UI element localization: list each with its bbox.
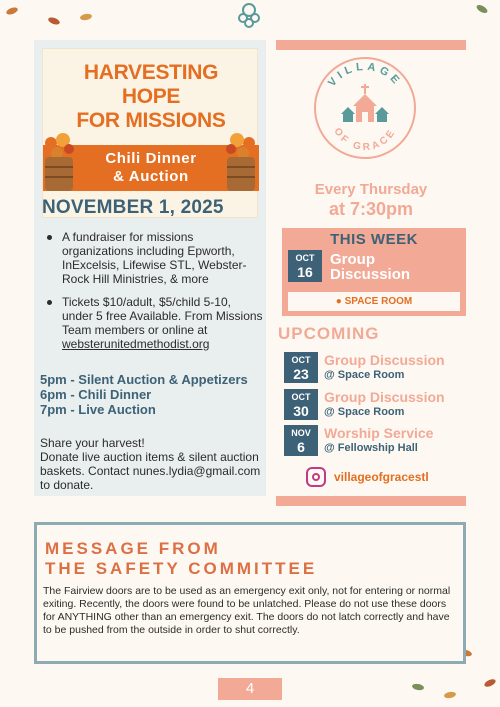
- this-week-event: [330, 252, 410, 282]
- svg-text:OF GRACE: [331, 126, 398, 153]
- title-line: FOR MISSIONS: [76, 109, 226, 132]
- date-month: OCT: [291, 355, 311, 365]
- fundraiser-title: [43, 61, 259, 133]
- detail-item: A fundraiser for missions organizations including Epworth, InExcelsis, Lifewise STL, Webster-Rock Hill Ministries, & more: [42, 230, 264, 286]
- leaf-icon: [412, 683, 425, 691]
- divider-bar: [276, 496, 466, 506]
- village-of-grace-logo: [313, 56, 417, 160]
- leaf-icon: [444, 691, 457, 699]
- safety-message: [34, 522, 466, 664]
- title-line: HOPE: [121, 85, 181, 108]
- title-line: MESSAGE FROM: [45, 539, 221, 558]
- instagram-handle[interactable]: [306, 467, 429, 487]
- event-name: Group Discussion: [324, 352, 445, 368]
- title-line: HARVESTING: [83, 61, 219, 84]
- instagram-text: villageofgracestl: [334, 470, 429, 484]
- subtitle-line: & Auction: [113, 168, 189, 185]
- date-day: 16: [297, 264, 313, 280]
- subtitle-line: Chili Dinner: [105, 150, 197, 167]
- share-text: Donate live auction items & silent auction baskets. Contact nunes.lydia@gmail.com to donate.: [40, 450, 261, 492]
- event-location: @ Space Room: [324, 369, 405, 381]
- date-month: NOV: [291, 428, 311, 438]
- event-schedule: [40, 372, 248, 417]
- date-month: OCT: [295, 253, 315, 263]
- upcoming-event: [284, 352, 474, 384]
- divider-bar: [276, 40, 466, 50]
- share-heading: Share your harvest!: [40, 436, 145, 450]
- date-day: 23: [293, 366, 309, 382]
- event-location: @ Space Room: [324, 406, 405, 418]
- meeting-day: Every Thursday: [314, 181, 428, 198]
- title-line: THE SAFETY COMMITTEE: [45, 559, 318, 578]
- schedule-item: 6pm - Chili Dinner: [40, 387, 152, 402]
- chapel-icon: [341, 84, 389, 122]
- message-title: [45, 539, 317, 579]
- date-badge: [284, 425, 318, 456]
- detail-item: [42, 295, 264, 351]
- date-badge: [284, 352, 318, 383]
- message-body: The Fairview doors are to be used as an emergency exit only, not for entering or normal exiting. Recently, the doors were found to be unlatched. Please do not use these doors for ANYTHING other than an emergency exit. The doors do not latch correctly and have to be pushed from the outside in order to shut correctly.: [43, 585, 451, 636]
- leaf-icon: [47, 16, 60, 26]
- meeting-time: at 7:30pm: [328, 199, 414, 219]
- this-week-label: THIS WEEK: [330, 231, 418, 248]
- event-location: @ Fellowship Hall: [324, 442, 418, 454]
- harvest-basket-icon: [43, 131, 75, 201]
- date-day: 30: [293, 403, 309, 419]
- date-day: 6: [297, 439, 305, 455]
- date-month: OCT: [291, 392, 311, 402]
- donation-note: [40, 436, 262, 492]
- fundraiser-panel: [34, 40, 266, 496]
- fundraiser-details: [42, 230, 264, 360]
- event-line: Discussion: [330, 266, 411, 283]
- location-text: SPACE ROOM: [344, 296, 413, 307]
- event-date: NOVEMBER 1, 2025: [42, 197, 224, 218]
- date-badge: [284, 389, 318, 420]
- leaf-icon: [80, 13, 93, 21]
- upcoming-event: [284, 389, 474, 421]
- fundraiser-banner: [42, 48, 258, 218]
- schedule-item: 7pm - Live Auction: [40, 402, 156, 417]
- this-week-box: [282, 228, 466, 316]
- date-badge: [288, 250, 322, 282]
- leaf-icon: [475, 3, 488, 14]
- website-link[interactable]: websterunitedmethodist.org: [62, 337, 210, 351]
- upcoming-label: UPCOMING: [278, 324, 380, 343]
- harvest-basket-icon: [225, 131, 257, 201]
- pin-icon: ●: [335, 296, 342, 307]
- cross-ornament-icon: [238, 2, 260, 28]
- logo-text-bottom: OF GRACE: [331, 126, 399, 154]
- schedule-item: 5pm - Silent Auction & Appetizers: [40, 372, 248, 387]
- logo-text-top: VILLAGE: [325, 60, 405, 90]
- event-name: Group Discussion: [324, 389, 445, 405]
- ticket-info: Tickets $10/adult, $5/child 5-10, under 5 free Available. From Missions Team members or online at: [62, 295, 263, 337]
- leaf-icon: [5, 6, 18, 16]
- page-number: 4: [218, 678, 282, 700]
- event-line: Group: [330, 251, 375, 268]
- leaf-icon: [483, 678, 496, 689]
- event-name: Worship Service: [324, 425, 434, 441]
- this-week-location: [288, 292, 460, 311]
- upcoming-event: [284, 425, 474, 457]
- instagram-icon: [306, 467, 326, 487]
